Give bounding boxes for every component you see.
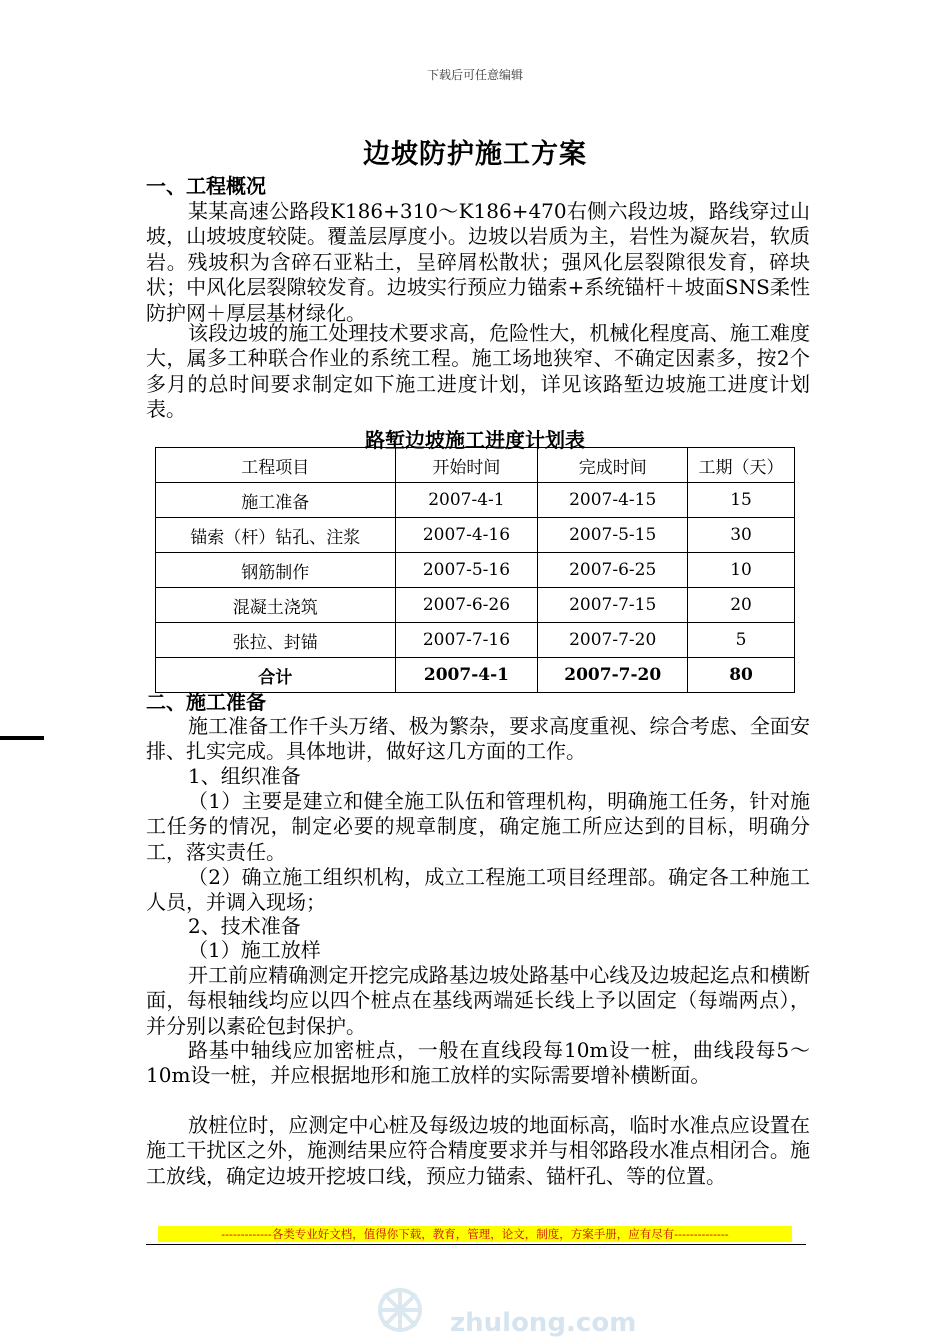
table-title: 路堑边坡施工进度计划表: [365, 428, 585, 452]
column-header: 工期（天）: [688, 448, 795, 483]
table-cell: 20: [688, 588, 795, 623]
column-header: 工程项目: [156, 448, 396, 483]
table-cell: 施工准备: [156, 483, 396, 518]
org-prep-item-2: （2）确立施工组织机构，成立工程施工项目经理部。确定各工种施工人员，并调入现场；: [146, 865, 810, 915]
table-cell: 2007-4-16: [395, 518, 538, 553]
footer-banner: -------------各类专业好文档，值得你下载，教育，管理，论文，制度，方案手册，应有尽有--------------: [158, 1226, 792, 1242]
table-cell: 2007-6-25: [538, 553, 688, 588]
document-title: 边坡防护施工方案: [363, 139, 587, 170]
margin-mark: [0, 736, 44, 740]
org-prep-item-1: （1）主要是建立和健全施工队伍和管理机构，明确施工任务，针对施工任务的情况，制定必要的规章制度，确定施工所应达到的目标，明确分工，落实责任。: [146, 789, 810, 864]
table-cell: 2007-7-16: [395, 623, 538, 658]
section1-paragraph-2: 该段边坡的施工处理技术要求高，危险性大，机械化程度高、施工难度大，属多工种联合作业的系统工程。施工场地狭窄、不确定因素多，按2个多月的总时间要求制定如下施工进度计划，详见该路堑边坡施工进度计划表。: [146, 321, 810, 422]
table-cell: 30: [688, 518, 795, 553]
table-cell: 2007-7-15: [538, 588, 688, 623]
tech-paragraph-1: 开工前应精确测定开挖完成路基边坡处路基中心线及边坡起迄点和横断面，每根轴线均应以四个桩点在基线两端延长线上予以固定（每端两点），并分别以素砼包封保护。: [146, 963, 810, 1038]
table-cell: 5: [688, 623, 795, 658]
table-cell: 80: [688, 658, 795, 693]
header-note: 下载后可任意编辑: [426, 68, 523, 82]
table-total-row: [156, 658, 795, 693]
table-cell: 2007-4-15: [538, 483, 688, 518]
table-row: [156, 518, 795, 553]
tech-prep-subheading: （1）施工放样: [188, 938, 321, 962]
tech-paragraph-2: 路基中轴线应加密桩点，一般在直线段每10m设一桩，曲线段每5～10m设一桩，并应根据地形和施工放样的实际需要增补横断面。: [146, 1038, 810, 1088]
section1-paragraph-1: 某某高速公路段K186+310～K186+470右侧六段边坡，路线穿过山坡，山坡坡度较陡。覆盖层厚度小。边坡以岩质为主，岩性为凝灰岩，软质岩。残坡积为含碎石亚粘土，呈碎屑松散状；强风化层裂隙很发育，碎块状；中风化层裂隙较发育。边坡实行预应力锚索+系统锚杆＋坡面SNS柔性防护网＋厚层基材绿化。: [146, 199, 810, 325]
column-header: 完成时间: [538, 448, 688, 483]
table-cell: 混凝土浇筑: [156, 588, 396, 623]
table-cell: 10: [688, 553, 795, 588]
table-cell: 张拉、封锚: [156, 623, 396, 658]
table-row: [156, 553, 795, 588]
tech-prep-heading: 2、技术准备: [188, 914, 301, 938]
org-prep-heading: 1、组织准备: [188, 764, 301, 788]
table-cell: 2007-6-26: [395, 588, 538, 623]
section1-heading: 一、工程概况: [146, 174, 266, 198]
table-cell: 锚索（杆）钻孔、注浆: [156, 518, 396, 553]
table-cell: 合计: [156, 658, 396, 693]
table-header-row: [156, 448, 795, 483]
watermark-text: zhulong.com: [450, 1308, 637, 1338]
schedule-table: [155, 447, 795, 693]
footer-rule: [146, 1244, 806, 1245]
table-row: [156, 483, 795, 518]
section2-intro: 施工准备工作千头万绪、极为繁杂，要求高度重视、综合考虑、全面安排、扎实完成。具体地讲，做好这几方面的工作。: [146, 714, 810, 764]
table-cell: 15: [688, 483, 795, 518]
table-cell: 钢筋制作: [156, 553, 396, 588]
watermark-logo-icon: [372, 1282, 428, 1338]
table-cell: 2007-4-1: [395, 483, 538, 518]
section2-heading: 二、施工准备: [146, 690, 266, 714]
table-cell: 2007-4-1: [395, 658, 538, 693]
table-cell: 2007-5-15: [538, 518, 688, 553]
table-cell: 2007-5-16: [395, 553, 538, 588]
table-row: [156, 623, 795, 658]
tech-paragraph-3: 放桩位时，应测定中心桩及每级边坡的地面标高，临时水准点应设置在施工干扰区之外，施测结果应符合精度要求并与相邻路段水准点相闭合。施工放线，确定边坡开挖坡口线，预应力锚索、锚杆孔、等的位置。: [146, 1113, 810, 1188]
table-row: [156, 588, 795, 623]
column-header: 开始时间: [395, 448, 538, 483]
table-cell: 2007-7-20: [538, 658, 688, 693]
table-cell: 2007-7-20: [538, 623, 688, 658]
